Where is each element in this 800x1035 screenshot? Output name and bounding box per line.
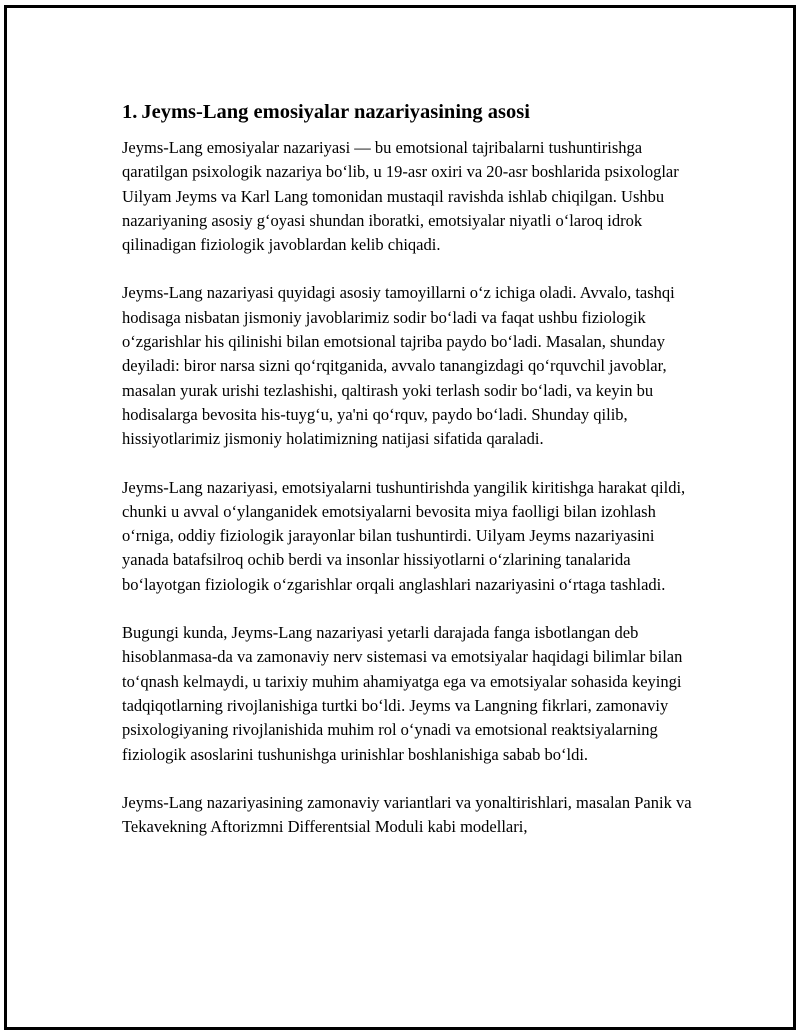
section-number: 1. bbox=[122, 101, 138, 123]
paragraph-1: Jeyms-Lang emosiyalar nazariyasi — bu emotsional tajribalarni tushuntirishga qaratilgan psixologik nazariya boʻlib, u 19-asr oxiri va 20-asr boshlarida psixologlar Uilyam Jeyms va Karl Lang tomonidan mustaqil ravishda ishlab chiqilgan. Ushbu nazariyaning asosiy gʻoyasi shundan iboratki, emotsiyalar niyatli oʻlaroq idrok qilinadigan fiziologik javoblardan kelib chiqadi. bbox=[122, 138, 679, 255]
section-heading bbox=[122, 98, 697, 126]
paragraph-2: Jeyms-Lang nazariyasi quyidagi asosiy tamoyillarni oʻz ichiga oladi. Avvalo, tashqi hodisaga nisbatan jismoniy javoblarimiz sodir boʻladi va faqat ushbu fiziologik oʻzgarishlar his qilinishi bilan emotsional tajriba paydo boʻladi. Masalan, shunday deyiladi: biror narsa sizni qoʻrqitganida, avvalo tanangizdagi qoʻrquvchil javoblar, masalan yurak urishi tezlashishi, qaltirash yoki terlash sodir boʻladi, va keyin bu hodisalarga bevosita his-tuygʻu, ya'ni qoʻrquv, paydo boʻladi. Shunday qilib, hissiyotlarimiz jismoniy holatimizning natijasi sifatida qaraladi. bbox=[122, 283, 675, 449]
paragraph-3: Jeyms-Lang nazariyasi, emotsiyalarni tushuntirishda yangilik kiritishga harakat qildi, chunki u avval oʻylanganidek emotsiyalarni bevosita miya faolligi bilan izohlash oʻrniga, oddiy fiziologik jarayonlar bilan tushuntirdi. Uilyam Jeyms nazariyasini yanada batafsilroq ochib berdi va insonlar hissiyotlarni oʻzlarining tanalarida boʻlayotgan fiziologik oʻzgarishlar orqali anglashlari nazariyasini oʻrtaga tashladi. bbox=[122, 477, 686, 594]
document-body bbox=[122, 98, 697, 863]
paragraph-5: Jeyms-Lang nazariyasining zamonaviy variantlari va yonaltirishlari, masalan Panik va Tekavekning Aftorizmni Differentsial Moduli kabi modellari, bbox=[122, 792, 692, 837]
section-title: Jeyms-Lang emosiyalar nazariyasining asosi bbox=[141, 101, 530, 123]
page-border bbox=[4, 5, 796, 1030]
paragraph-4: Bugungi kunda, Jeyms-Lang nazariyasi yetarli darajada fanga isbotlangan deb hisoblanmasa-da va zamonaviy nerv sistemasi va emotsiyalar haqidagi bilimlar bilan toʻqnash kelmaydi, u tarixiy muhim ahamiyatga ega va emotsiyalar sohasida keyingi tadqiqotlarning rivojlanishiga turtki boʻldi. Jeyms va Langning fikrlari, zamonaviy psixologiyaning rivojlanishida muhim rol oʻynadi va emotsional reaktsiyalarning fiziologik asoslarini tushunishga urinishlar boshlanishiga sabab boʻldi. bbox=[122, 623, 683, 764]
